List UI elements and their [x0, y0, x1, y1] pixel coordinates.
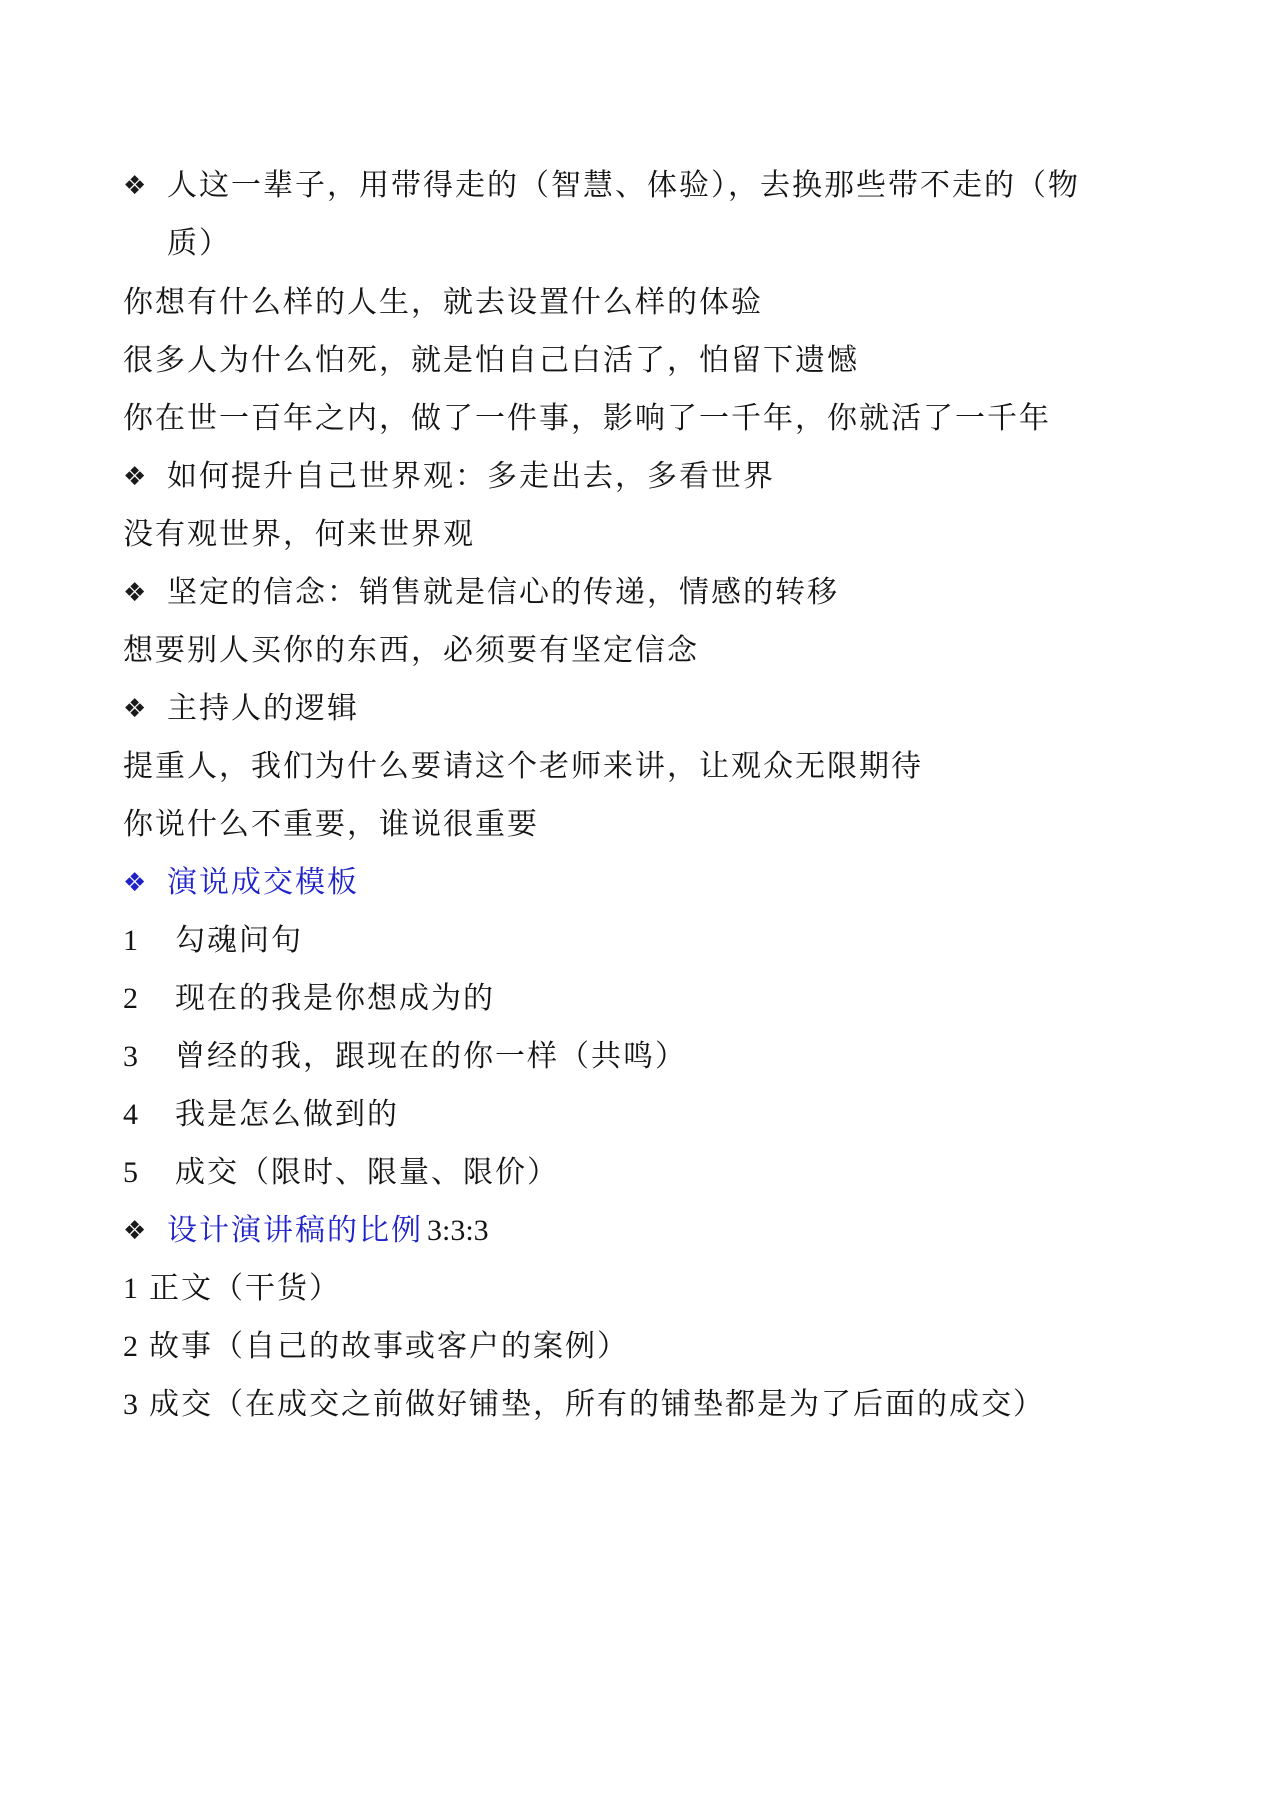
list-number: 4	[123, 1098, 140, 1131]
list-item	[123, 1037, 1183, 1077]
list-item	[123, 1095, 1183, 1135]
bullet-paragraph-1	[123, 166, 1183, 206]
bullet-paragraph-1-continuation	[167, 224, 1227, 264]
list-text: 故事（自己的故事或客户的案例）	[149, 1329, 629, 1364]
paragraph-text: 质）	[167, 226, 231, 261]
diamond-bullet-icon: ❖	[123, 578, 149, 608]
bullet-paragraph-3	[123, 573, 1183, 613]
diamond-bullet-icon: ❖	[123, 462, 149, 492]
text-line: 提重人，我们为什么要请这个老师来讲，让观众无限期待	[123, 749, 923, 784]
list-item	[123, 1153, 1183, 1193]
bullet-paragraph-2	[123, 457, 1183, 497]
list-item	[123, 1327, 1183, 1367]
list-text: 成交（在成交之前做好铺垫，所有的铺垫都是为了后面的成交）	[149, 1387, 1045, 1422]
text-line: 你在世一百年之内，做了一件事，影响了一千年，你就活了一千年	[123, 401, 1051, 436]
section-heading: 设计演讲稿的比例	[167, 1213, 423, 1248]
list-item	[123, 1385, 1183, 1425]
paragraph-text: 坚定的信念：销售就是信心的传递，情感的转移	[167, 575, 839, 610]
paragraph-text: 主持人的逻辑	[167, 691, 359, 726]
list-text: 我是怎么做到的	[175, 1097, 399, 1132]
list-text: 成交（限时、限量、限价）	[175, 1155, 559, 1190]
list-number: 5	[123, 1156, 140, 1189]
list-text: 勾魂问句	[175, 923, 303, 958]
paragraph-text: 人这一辈子，用带得走的（智慧、体验），去换那些带不走的（物	[167, 168, 1080, 203]
text-line: 很多人为什么怕死，就是怕自己白活了，怕留下遗憾	[123, 343, 859, 378]
diamond-bullet-icon: ❖	[123, 868, 149, 898]
bullet-paragraph-4	[123, 689, 1183, 729]
text-line: 没有观世界，何来世界观	[123, 517, 475, 552]
list-text: 曾经的我，跟现在的你一样（共鸣）	[175, 1039, 687, 1074]
list-number: 1	[123, 924, 140, 957]
list-number: 2	[123, 1330, 140, 1363]
diamond-bullet-icon: ❖	[123, 1216, 149, 1246]
diamond-bullet-icon: ❖	[123, 171, 149, 201]
bullet-heading-speech-ratio	[123, 1211, 1183, 1251]
bullet-heading-speech-template	[123, 863, 1183, 903]
list-number: 3	[123, 1388, 140, 1421]
diamond-bullet-icon: ❖	[123, 694, 149, 724]
list-number: 2	[123, 982, 140, 1015]
list-item	[123, 921, 1183, 961]
paragraph-text: 如何提升自己世界观：多走出去，多看世界	[167, 459, 775, 494]
list-item	[123, 1269, 1183, 1309]
text-line: 你想有什么样的人生，就去设置什么样的体验	[123, 285, 763, 320]
list-text: 正文（干货）	[149, 1271, 341, 1306]
list-item	[123, 979, 1183, 1019]
list-text: 现在的我是你想成为的	[175, 981, 495, 1016]
list-number: 3	[123, 1040, 140, 1073]
text-line: 想要别人买你的东西，必须要有坚定信念	[123, 633, 699, 668]
text-line: 你说什么不重要，谁说很重要	[123, 807, 539, 842]
ratio-value: 3:3:3	[427, 1214, 489, 1247]
section-heading: 演说成交模板	[167, 865, 359, 900]
list-number: 1	[123, 1272, 140, 1305]
